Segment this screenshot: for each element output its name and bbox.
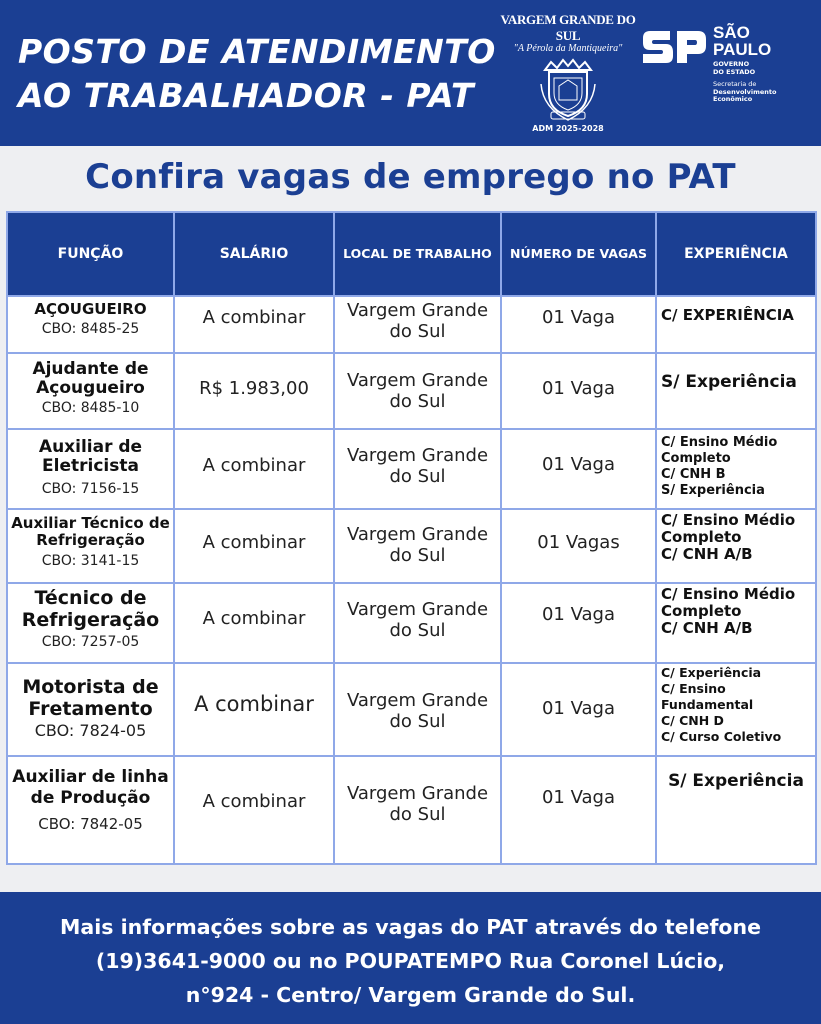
cell-experience xyxy=(656,756,816,864)
cell-experience xyxy=(656,583,816,663)
experience-item: C/ CNH D xyxy=(661,713,724,728)
title-line-1: POSTO DE ATENDIMENTO xyxy=(18,32,496,71)
vacancies-value: 01 Vaga xyxy=(541,787,616,808)
cell-salary xyxy=(174,353,334,429)
table-row xyxy=(7,429,816,509)
job-table xyxy=(6,211,817,865)
headline: Confira vagas de emprego no PAT xyxy=(85,157,736,197)
cbo-code: CBO: 7824-05 xyxy=(34,721,147,740)
cell-function xyxy=(7,509,174,583)
experience-item: C/ Ensino Médio Completo xyxy=(661,511,796,546)
sp-government xyxy=(713,61,755,76)
vacancies-value: 01 Vaga xyxy=(541,378,616,399)
sp-name xyxy=(713,24,771,58)
cbo-code: CBO: 8485-25 xyxy=(41,321,140,337)
vacancies-value: 01 Vaga xyxy=(541,604,616,625)
cell-salary xyxy=(174,429,334,509)
cell-experience xyxy=(656,429,816,509)
cell-vacancies xyxy=(501,296,656,353)
cell-function xyxy=(7,583,174,663)
cell-location xyxy=(334,663,501,756)
cell-function xyxy=(7,663,174,756)
sp-sec-line-1: Secretaria de xyxy=(713,80,757,88)
function-name: Auxiliar de linha de Produção xyxy=(12,767,169,808)
cell-salary xyxy=(174,756,334,864)
sp-sec-line-3: Econômico xyxy=(713,95,753,103)
table-row xyxy=(7,296,816,353)
cell-location xyxy=(334,296,501,353)
experience-item: C/ CNH A/B xyxy=(661,545,753,563)
cell-function xyxy=(7,756,174,864)
function-name: Auxiliar de Eletricista xyxy=(38,437,143,476)
salary-value: A combinar xyxy=(202,455,306,476)
sp-government-logo xyxy=(640,24,810,124)
cell-location xyxy=(334,353,501,429)
salary-value: A combinar xyxy=(194,692,314,716)
cell-vacancies xyxy=(501,756,656,864)
crest-motto: "A Pérola da Mantiqueira" xyxy=(513,43,623,54)
cell-location xyxy=(334,429,501,509)
cell-experience xyxy=(656,353,816,429)
vacancies-value: 01 Vagas xyxy=(537,532,620,553)
salary-value: A combinar xyxy=(202,307,306,328)
table-row xyxy=(7,663,816,756)
column-header-function: FUNÇÃO xyxy=(7,212,174,296)
salary-value: A combinar xyxy=(202,608,306,629)
cell-salary xyxy=(174,509,334,583)
experience-item: S/ Experiência xyxy=(661,483,765,498)
sp-logo-icon xyxy=(640,28,708,66)
sp-sec-line-2: Desenvolvimento xyxy=(713,87,777,96)
location-value: Vargem Grande do Sul xyxy=(346,783,489,825)
location-value: Vargem Grande do Sul xyxy=(346,370,489,412)
sp-gov-line-1: GOVERNO xyxy=(713,60,750,68)
cell-location xyxy=(334,756,501,864)
location-value: Vargem Grande do Sul xyxy=(346,599,489,641)
vacancies-value: 01 Vaga xyxy=(541,698,616,719)
cbo-code: CBO: 7156-15 xyxy=(41,481,140,497)
cell-experience xyxy=(656,509,816,583)
sp-secretariat xyxy=(713,81,777,104)
cbo-code: CBO: 3141-15 xyxy=(41,553,140,569)
cell-salary xyxy=(174,296,334,353)
experience-item: C/ Curso Coletivo xyxy=(661,729,782,744)
cbo-code: CBO: 7257-05 xyxy=(41,634,140,650)
cell-location xyxy=(334,509,501,583)
salary-value: A combinar xyxy=(202,791,306,812)
experience-item: C/ Ensino Fundamental xyxy=(661,681,754,712)
column-header-location: LOCAL DE TRABALHO xyxy=(334,212,501,296)
cell-experience xyxy=(656,296,816,353)
footer-info xyxy=(0,910,821,1012)
cell-function xyxy=(7,353,174,429)
cell-salary xyxy=(174,663,334,756)
cell-location xyxy=(334,583,501,663)
cell-vacancies xyxy=(501,663,656,756)
cell-vacancies xyxy=(501,583,656,663)
cbo-code: CBO: 7842-05 xyxy=(38,815,143,833)
experience-item: S/ Experiência xyxy=(661,372,797,392)
vacancies-value: 01 Vaga xyxy=(541,454,616,475)
cell-salary xyxy=(174,583,334,663)
column-header-salary: SALÁRIO xyxy=(174,212,334,296)
experience-item: C/ Experiência xyxy=(661,665,762,680)
experience-item: C/ CNH B xyxy=(661,467,726,482)
location-value: Vargem Grande do Sul xyxy=(346,300,489,342)
function-name: Motorista de Fretamento xyxy=(22,676,159,720)
experience-item: S/ Experiência xyxy=(668,771,804,791)
salary-value: R$ 1.983,00 xyxy=(199,378,309,399)
cbo-code: CBO: 8485-10 xyxy=(41,400,140,416)
sp-gov-line-2: DO ESTADO xyxy=(713,67,756,76)
crest-city: VARGEM GRANDE DO SUL xyxy=(500,12,636,43)
cell-function xyxy=(7,296,174,353)
function-name: Ajudante de Açougueiro xyxy=(32,359,149,398)
location-value: Vargem Grande do Sul xyxy=(346,524,489,566)
cell-vacancies xyxy=(501,509,656,583)
table-row xyxy=(7,583,816,663)
cell-experience xyxy=(656,663,816,756)
location-value: Vargem Grande do Sul xyxy=(346,445,489,487)
page-title xyxy=(18,30,508,118)
experience-item: C/ Ensino Médio Completo xyxy=(661,435,778,466)
function-name: Auxiliar Técnico de Refrigeração xyxy=(11,514,170,549)
footer-line-2: (19)3641-9000 ou no POUPATEMPO Rua Coronel Lúcio, xyxy=(95,949,726,973)
experience-item: C/ EXPERIÊNCIA xyxy=(661,306,794,324)
cell-vacancies xyxy=(501,429,656,509)
city-crest xyxy=(500,12,636,133)
table-row xyxy=(7,756,816,864)
city-coat-of-arms-icon xyxy=(537,56,599,122)
sp-name-line-2: PAULO xyxy=(713,40,772,59)
location-value: Vargem Grande do Sul xyxy=(346,690,489,732)
footer-line-3: n°924 - Centro/ Vargem Grande do Sul. xyxy=(185,983,636,1007)
footer-line-1: Mais informações sobre as vagas do PAT através do telefone xyxy=(60,915,761,939)
cell-function xyxy=(7,429,174,509)
table-header-row xyxy=(7,212,816,296)
sp-name-line-1: SÃO xyxy=(713,23,750,42)
table-row xyxy=(7,509,816,583)
function-name: AÇOUGUEIRO xyxy=(34,300,147,318)
crest-admin: ADM 2025-2028 xyxy=(532,124,604,133)
column-header-experience: EXPERIÊNCIA xyxy=(656,212,816,296)
vacancies-value: 01 Vaga xyxy=(541,307,616,328)
title-line-2: AO TRABALHADOR - PAT xyxy=(18,76,474,115)
experience-item: C/ CNH A/B xyxy=(661,619,753,637)
salary-value: A combinar xyxy=(202,532,306,553)
table-row xyxy=(7,353,816,429)
experience-item: C/ Ensino Médio Completo xyxy=(661,585,796,620)
column-header-vacancies: NÚMERO DE VAGAS xyxy=(501,212,656,296)
function-name: Técnico de Refrigeração xyxy=(21,587,160,631)
cell-vacancies xyxy=(501,353,656,429)
